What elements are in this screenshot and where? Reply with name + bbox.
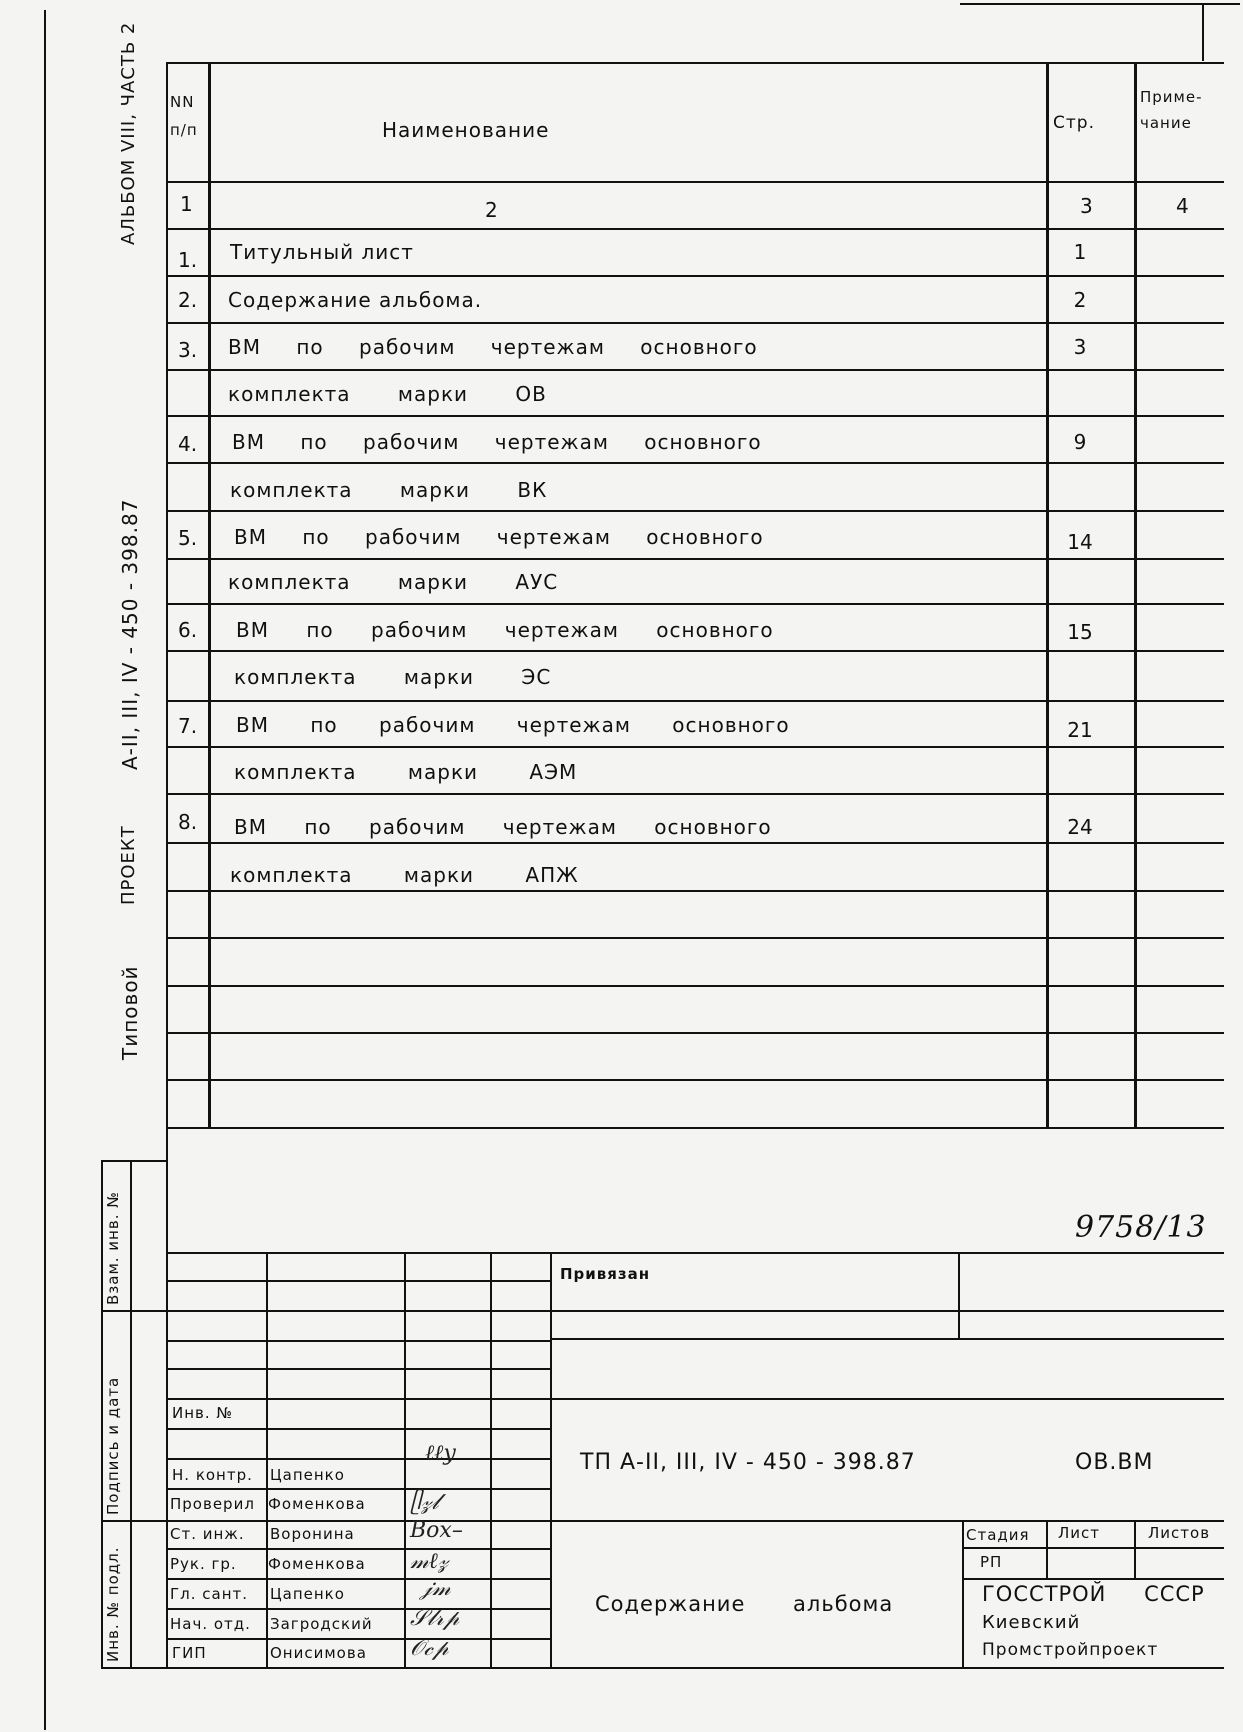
row-line bbox=[166, 842, 1224, 844]
signature-icon: 𝒪𝒸𝓅 bbox=[410, 1636, 449, 1661]
header-name: Наименование bbox=[382, 118, 550, 142]
signatory-name: Фоменкова bbox=[268, 1555, 366, 1573]
sheet-title: Содержание альбома bbox=[595, 1592, 894, 1616]
table-num-divider bbox=[208, 62, 211, 1129]
row-line bbox=[166, 510, 1224, 512]
signature-icon: Вох– bbox=[410, 1518, 463, 1543]
inv-number-label: Инв. № bbox=[172, 1404, 234, 1422]
side-project-word: ПРОЕКТ bbox=[118, 825, 139, 905]
row-page: 3 bbox=[1073, 335, 1087, 359]
row-title-line2: комплекта марки АУС bbox=[228, 570, 559, 594]
row-title-line2: комплекта марки ОВ bbox=[228, 382, 547, 406]
row-number: 4. bbox=[178, 432, 198, 456]
side-label-zam-inv: Взам. инв. № bbox=[104, 1191, 122, 1305]
signature-icon: 𝓂ℓ𝓏 bbox=[410, 1549, 449, 1574]
row-line bbox=[166, 462, 1224, 464]
column-number-4: 4 bbox=[1176, 194, 1190, 218]
row-line bbox=[166, 700, 1224, 702]
privyazan-bottom bbox=[550, 1338, 1224, 1340]
side-col-left bbox=[101, 1160, 103, 1668]
column-number-1: 1 bbox=[180, 192, 194, 216]
side-col-bottom bbox=[101, 1667, 166, 1669]
sheet-label: Лист bbox=[1058, 1524, 1101, 1542]
row-line bbox=[166, 322, 1224, 324]
side-album-label: АЛЬБОМ VIII, ЧАСТЬ 2 bbox=[118, 21, 139, 245]
stamp-row-line bbox=[166, 1638, 550, 1640]
row-number: 2. bbox=[178, 288, 198, 312]
row-page: 24 bbox=[1067, 815, 1093, 839]
row-page: 14 bbox=[1067, 530, 1093, 554]
row-title-line2: комплекта марки АПЖ bbox=[230, 863, 579, 887]
binding-edge-line bbox=[44, 10, 46, 1730]
row-title: Титульный лист bbox=[230, 240, 414, 264]
privyazan-label: Привязан bbox=[560, 1265, 651, 1283]
row-number: 1. bbox=[178, 248, 198, 272]
table-note-divider bbox=[1134, 62, 1137, 1129]
signatory-name: Цапенко bbox=[270, 1466, 345, 1484]
signatory-role: Ст. инж. bbox=[170, 1525, 245, 1543]
row-number: 7. bbox=[178, 714, 198, 738]
stage-header-line bbox=[962, 1547, 1224, 1549]
stamp-bottom-line bbox=[166, 1667, 1224, 1669]
stage-col-divider2 bbox=[1134, 1520, 1136, 1578]
table-top-line bbox=[166, 62, 1224, 64]
row-line bbox=[166, 890, 1224, 892]
row-title-line2: комплекта марки АЭМ bbox=[234, 760, 578, 784]
document-mark: ОВ.ВМ bbox=[1075, 1450, 1154, 1475]
stamp-row-line bbox=[166, 1548, 550, 1550]
row-line bbox=[166, 369, 1224, 371]
organization-line3: Промстройпроект bbox=[982, 1640, 1159, 1660]
row-line bbox=[166, 937, 1224, 939]
row-title-line2: комплекта марки ВК bbox=[230, 478, 548, 502]
signatory-role: Нач. отд. bbox=[170, 1615, 251, 1633]
stamp-row-line bbox=[166, 1428, 550, 1430]
signature-icon: 𝒿𝓂 bbox=[420, 1576, 451, 1601]
row-line bbox=[166, 1079, 1224, 1081]
stamp-row-line bbox=[166, 1520, 1224, 1522]
row-title-line1: ВМ по рабочим чертежам основного bbox=[234, 815, 772, 839]
stage-block-left bbox=[962, 1520, 964, 1667]
stamp-row-line bbox=[166, 1608, 550, 1610]
table-colnum-line bbox=[166, 228, 1224, 230]
stamp-col-role bbox=[166, 1127, 168, 1667]
sheets-label: Листов bbox=[1148, 1524, 1211, 1542]
row-number: 6. bbox=[178, 618, 198, 642]
side-col-split1 bbox=[101, 1310, 166, 1312]
side-col-split2 bbox=[101, 1520, 166, 1522]
frame-top-line bbox=[960, 3, 1240, 5]
signature-icon: 𝒮𝓁𝓇𝓅 bbox=[410, 1606, 460, 1631]
row-line bbox=[166, 275, 1224, 277]
row-page: 2 bbox=[1073, 288, 1087, 312]
stage-value-line bbox=[962, 1578, 1224, 1580]
row-title: Содержание альбома. bbox=[228, 288, 483, 312]
stamp-row-line bbox=[166, 1310, 1224, 1312]
document-code: ТП А-II, III, IV - 450 - 398.87 bbox=[580, 1450, 916, 1475]
organization-line1: ГОССТРОЙ СССР bbox=[982, 1582, 1205, 1606]
stamp-row-line bbox=[166, 1340, 550, 1342]
row-line bbox=[166, 415, 1224, 417]
row-title-line1: ВМ по рабочим чертежам основного bbox=[236, 618, 774, 642]
table-header-line bbox=[166, 181, 1224, 183]
row-title-line1: ВМ по рабочим чертежам основного bbox=[234, 525, 764, 549]
row-line bbox=[166, 603, 1224, 605]
row-line bbox=[166, 793, 1224, 795]
signatory-role: Гл. сант. bbox=[170, 1585, 249, 1603]
header-page: Стр. bbox=[1053, 113, 1095, 133]
column-number-3: 3 bbox=[1080, 194, 1094, 218]
header-note: Приме-чание bbox=[1140, 88, 1203, 132]
signatory-role: Проверил bbox=[170, 1495, 255, 1513]
table-bottom-line bbox=[166, 1127, 1224, 1129]
header-num: NN п/п bbox=[170, 93, 198, 139]
stamp-top-line bbox=[166, 1252, 1224, 1254]
signatory-role: ГИП bbox=[172, 1644, 207, 1662]
side-project-prefix: Типовой bbox=[118, 965, 142, 1060]
organization-line2: Киевский bbox=[982, 1612, 1081, 1633]
stamp-row-line bbox=[166, 1488, 550, 1490]
table-page-divider bbox=[1046, 62, 1049, 1129]
row-page: 1 bbox=[1073, 240, 1087, 264]
side-label-inv-podl: Инв. № подл. bbox=[104, 1546, 122, 1662]
stamp-col-main bbox=[550, 1252, 552, 1667]
signatory-role: Рук. гр. bbox=[170, 1555, 237, 1573]
stamp-row-line bbox=[166, 1578, 550, 1580]
signatory-name: Воронина bbox=[270, 1525, 355, 1543]
signatory-name: Фоменкова bbox=[268, 1495, 366, 1513]
side-project-code: А-II, III, IV - 450 - 398.87 bbox=[118, 498, 142, 770]
stage-label: Стадия bbox=[966, 1526, 1030, 1544]
row-line bbox=[166, 746, 1224, 748]
stage-value: РП bbox=[980, 1553, 1003, 1571]
row-page: 9 bbox=[1073, 430, 1087, 454]
signatory-name: Загродский bbox=[270, 1615, 373, 1633]
row-title-line2: комплекта марки ЭС bbox=[234, 665, 552, 689]
side-label-signature-date: Подпись и дата bbox=[104, 1376, 122, 1515]
row-line bbox=[166, 985, 1224, 987]
row-number: 8. bbox=[178, 810, 198, 834]
row-number: 5. bbox=[178, 526, 198, 550]
row-title-line1: ВМ по рабочим чертежам основного bbox=[228, 335, 758, 359]
frame-top-tick bbox=[1202, 3, 1204, 61]
table-left-border bbox=[166, 62, 168, 1129]
signature-icon: ℓℓy bbox=[425, 1441, 456, 1466]
row-title-line1: ВМ по рабочим чертежам основного bbox=[232, 430, 762, 454]
side-col-top bbox=[101, 1160, 166, 1162]
stamp-row-line bbox=[166, 1280, 550, 1282]
row-page: 21 bbox=[1067, 718, 1093, 742]
signature-icon: ᥫ𝓏𝓁 bbox=[410, 1490, 439, 1515]
archive-number: 9758/13 bbox=[1075, 1210, 1207, 1245]
row-number: 3. bbox=[178, 338, 198, 362]
stamp-row-line bbox=[166, 1398, 1224, 1400]
signatory-role: Н. контр. bbox=[172, 1466, 253, 1484]
stamp-row-line bbox=[166, 1458, 550, 1460]
stamp-row-line bbox=[166, 1368, 550, 1370]
row-title-line1: ВМ по рабочим чертежам основного bbox=[236, 713, 790, 737]
row-line bbox=[166, 1032, 1224, 1034]
row-line bbox=[166, 558, 1224, 560]
signatory-name: Онисимова bbox=[270, 1644, 367, 1662]
side-col-right bbox=[130, 1160, 132, 1668]
privyazan-divider bbox=[958, 1252, 960, 1338]
signatory-name: Цапенко bbox=[270, 1585, 345, 1603]
stage-col-divider1 bbox=[1046, 1520, 1048, 1578]
column-number-2: 2 bbox=[485, 198, 499, 222]
row-line bbox=[166, 650, 1224, 652]
row-page: 15 bbox=[1067, 620, 1093, 644]
